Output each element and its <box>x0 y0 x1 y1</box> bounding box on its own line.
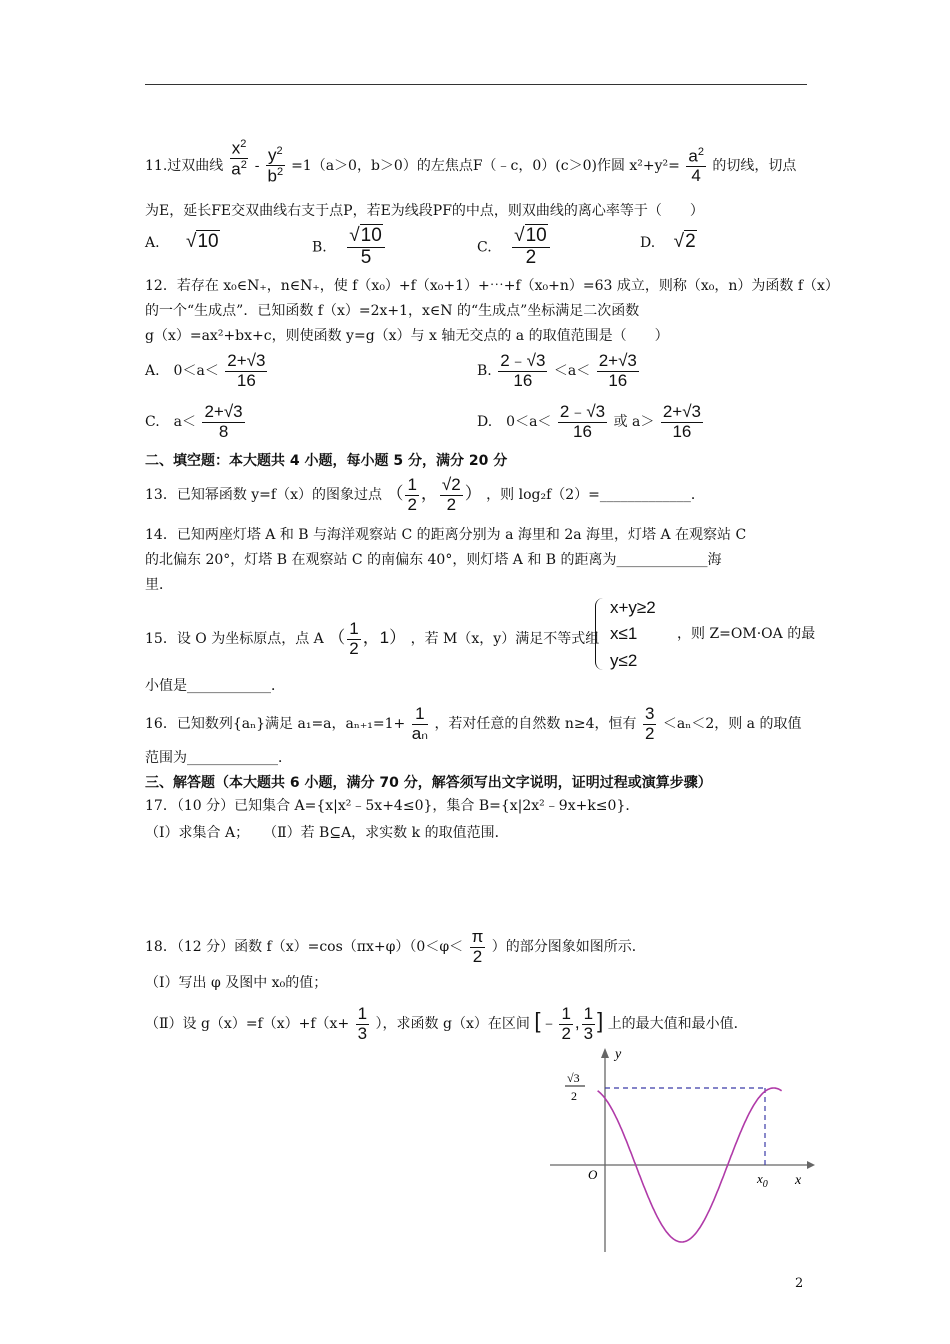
q11-line2: 为E，延长FE交双曲线右支于点P，若E为线段PF的中点，则双曲线的离心率等于（ ） <box>145 203 704 219</box>
page-number: 2 <box>795 1276 804 1291</box>
header-rule <box>145 84 807 85</box>
x-axis-arrow <box>807 1161 815 1169</box>
q12-option-b: B. $\frac{2﹣√3}{16}$ ＜a＜ $\frac{2+√3}{16}$ <box>477 351 637 390</box>
q12-line3: g（x）=ax²+bx+c，则使函数 y=g（x）与 x 轴无交点的 a 的取值范围是（ ） <box>145 328 669 344</box>
y-tick-num: √3 <box>567 1071 580 1085</box>
q15-line2: 小值是____________． <box>145 678 285 694</box>
q11-option-c: C. $\frac{√10}{2}$ <box>477 226 552 269</box>
q15-constraint-2: x≤1 <box>610 624 638 643</box>
q11-line1: 11.过双曲线 $\frac{x^2}{a^2}$ - $\frac{y^2}{b^2}$ =1（a＞0，b＞0）的左焦点F（﹣c，0）(c＞0)作圆 x²+y²= $\frac{a^2}{4}$ 的切线，切点 <box>145 138 797 186</box>
q14-line1: 14．已知两座灯塔 A 和 B 与海洋观察站 C 的距离分别为 a 海里和 2a 海里，灯塔 A 在观察站 C <box>145 527 747 543</box>
origin-label: O <box>588 1167 598 1182</box>
q15-line1: 15．设 O 为坐标原点，点 A （ $\frac{1}{2}$ ，1） ，若 M（x，y）满足不等式组 <box>145 619 600 658</box>
q11-option-b: B. $\frac{√10}{5}$ <box>312 226 387 269</box>
q18-line1: 18．（12 分）函数 f（x）=cos（πx+φ）（0＜φ＜ $\frac{\pi}{2}$ ）的部分图象如图所示． <box>145 927 646 966</box>
q15-tail: ，则 Z=OM·OA 的最 <box>677 626 816 642</box>
q12-line1: 12．若存在 x₀∈N₊，n∈N₊，使 f（x₀）+f（x₀+1）+⋯+f（x₀+n）=63 成立，则称（x₀，n）为函数 f（x） <box>145 278 839 294</box>
cosine-graph <box>545 1040 815 1255</box>
q12-option-d: D. 0＜a＜ $\frac{2﹣√3}{16}$ 或 a＞ $\frac{2+√3}{16}$ <box>477 402 702 441</box>
q15-constraint-3: y≤2 <box>610 651 638 670</box>
q16-line1: 16．已知数列{aₙ}满足 a₁=a，aₙ₊₁=1+ $\frac{1}{\text{aₙ}}$ ，若对任意的自然数 n≥4，恒有 $\frac{3}{2}$ ＜aₙ＜2，则 a 的取值 <box>145 704 802 743</box>
q17-line1: 17．（10 分）已知集合 A={x|x²﹣5x+4≤0}，集合 B={x|2x²﹣9x+k≤0}． <box>145 798 640 814</box>
q12-option-a: A. 0＜a＜ $\frac{2+√3}{16}$ <box>145 351 266 390</box>
y-axis-arrow <box>601 1048 609 1058</box>
constraint-brace <box>595 598 606 670</box>
x0-label: $x_0$ <box>757 1171 768 1190</box>
q18-part2: （Ⅱ）设 g（x）=f（x）+f（x+ $\frac{1}{3}$ ），求函数 g（x）在区间 [﹣ $\frac{1}{2}$ , $\frac{1}{3}$ ] 上的最大值和最小值． <box>145 1004 748 1043</box>
q16-line2: 范围为_____________． <box>145 750 292 766</box>
x-axis-label: x <box>795 1173 802 1188</box>
q12-line2: 的一个“生成点”．已知函数 f（x）=2x+1，x∈N 的“生成点”坐标满足二次函数 <box>145 303 640 319</box>
q15-constraint-1: x+y≥2 <box>610 598 656 617</box>
q13: 13．已知幂函数 y=f（x）的图象过点 （ $\frac{1}{2}$ ， $\frac{√2}{2}$ ） ，则 log₂f（2）=_____________． <box>145 475 705 514</box>
q11-option-d: D. √2 <box>640 231 696 252</box>
q12-option-c: C. a＜ $\frac{2+√3}{8}$ <box>145 402 243 441</box>
section3-heading: 三、解答题（本大题共 6 小题，满分 70 分，解答须写出文字说明，证明过程或演算步骤） <box>145 775 712 791</box>
q14-line3: 里． <box>145 577 173 593</box>
y-tick-den: 2 <box>571 1089 577 1103</box>
q11-option-a: A. √10 <box>145 231 219 252</box>
section2-heading: 二、填空题：本大题共 4 小题，每小题 5 分，满分 20 分 <box>145 453 508 469</box>
y-axis-label: y <box>615 1047 622 1062</box>
q17-line2: （Ⅰ）求集合 A； （Ⅱ）若 B⊆A，求实数 k 的取值范围． <box>145 825 509 841</box>
q18-part1: （Ⅰ）写出 φ 及图中 x₀的值； <box>145 975 328 991</box>
q14-line2: 的北偏东 20°，灯塔 B 在观察站 C 的南偏东 40°，则灯塔 A 和 B 的距离为_____________海 <box>145 552 722 568</box>
